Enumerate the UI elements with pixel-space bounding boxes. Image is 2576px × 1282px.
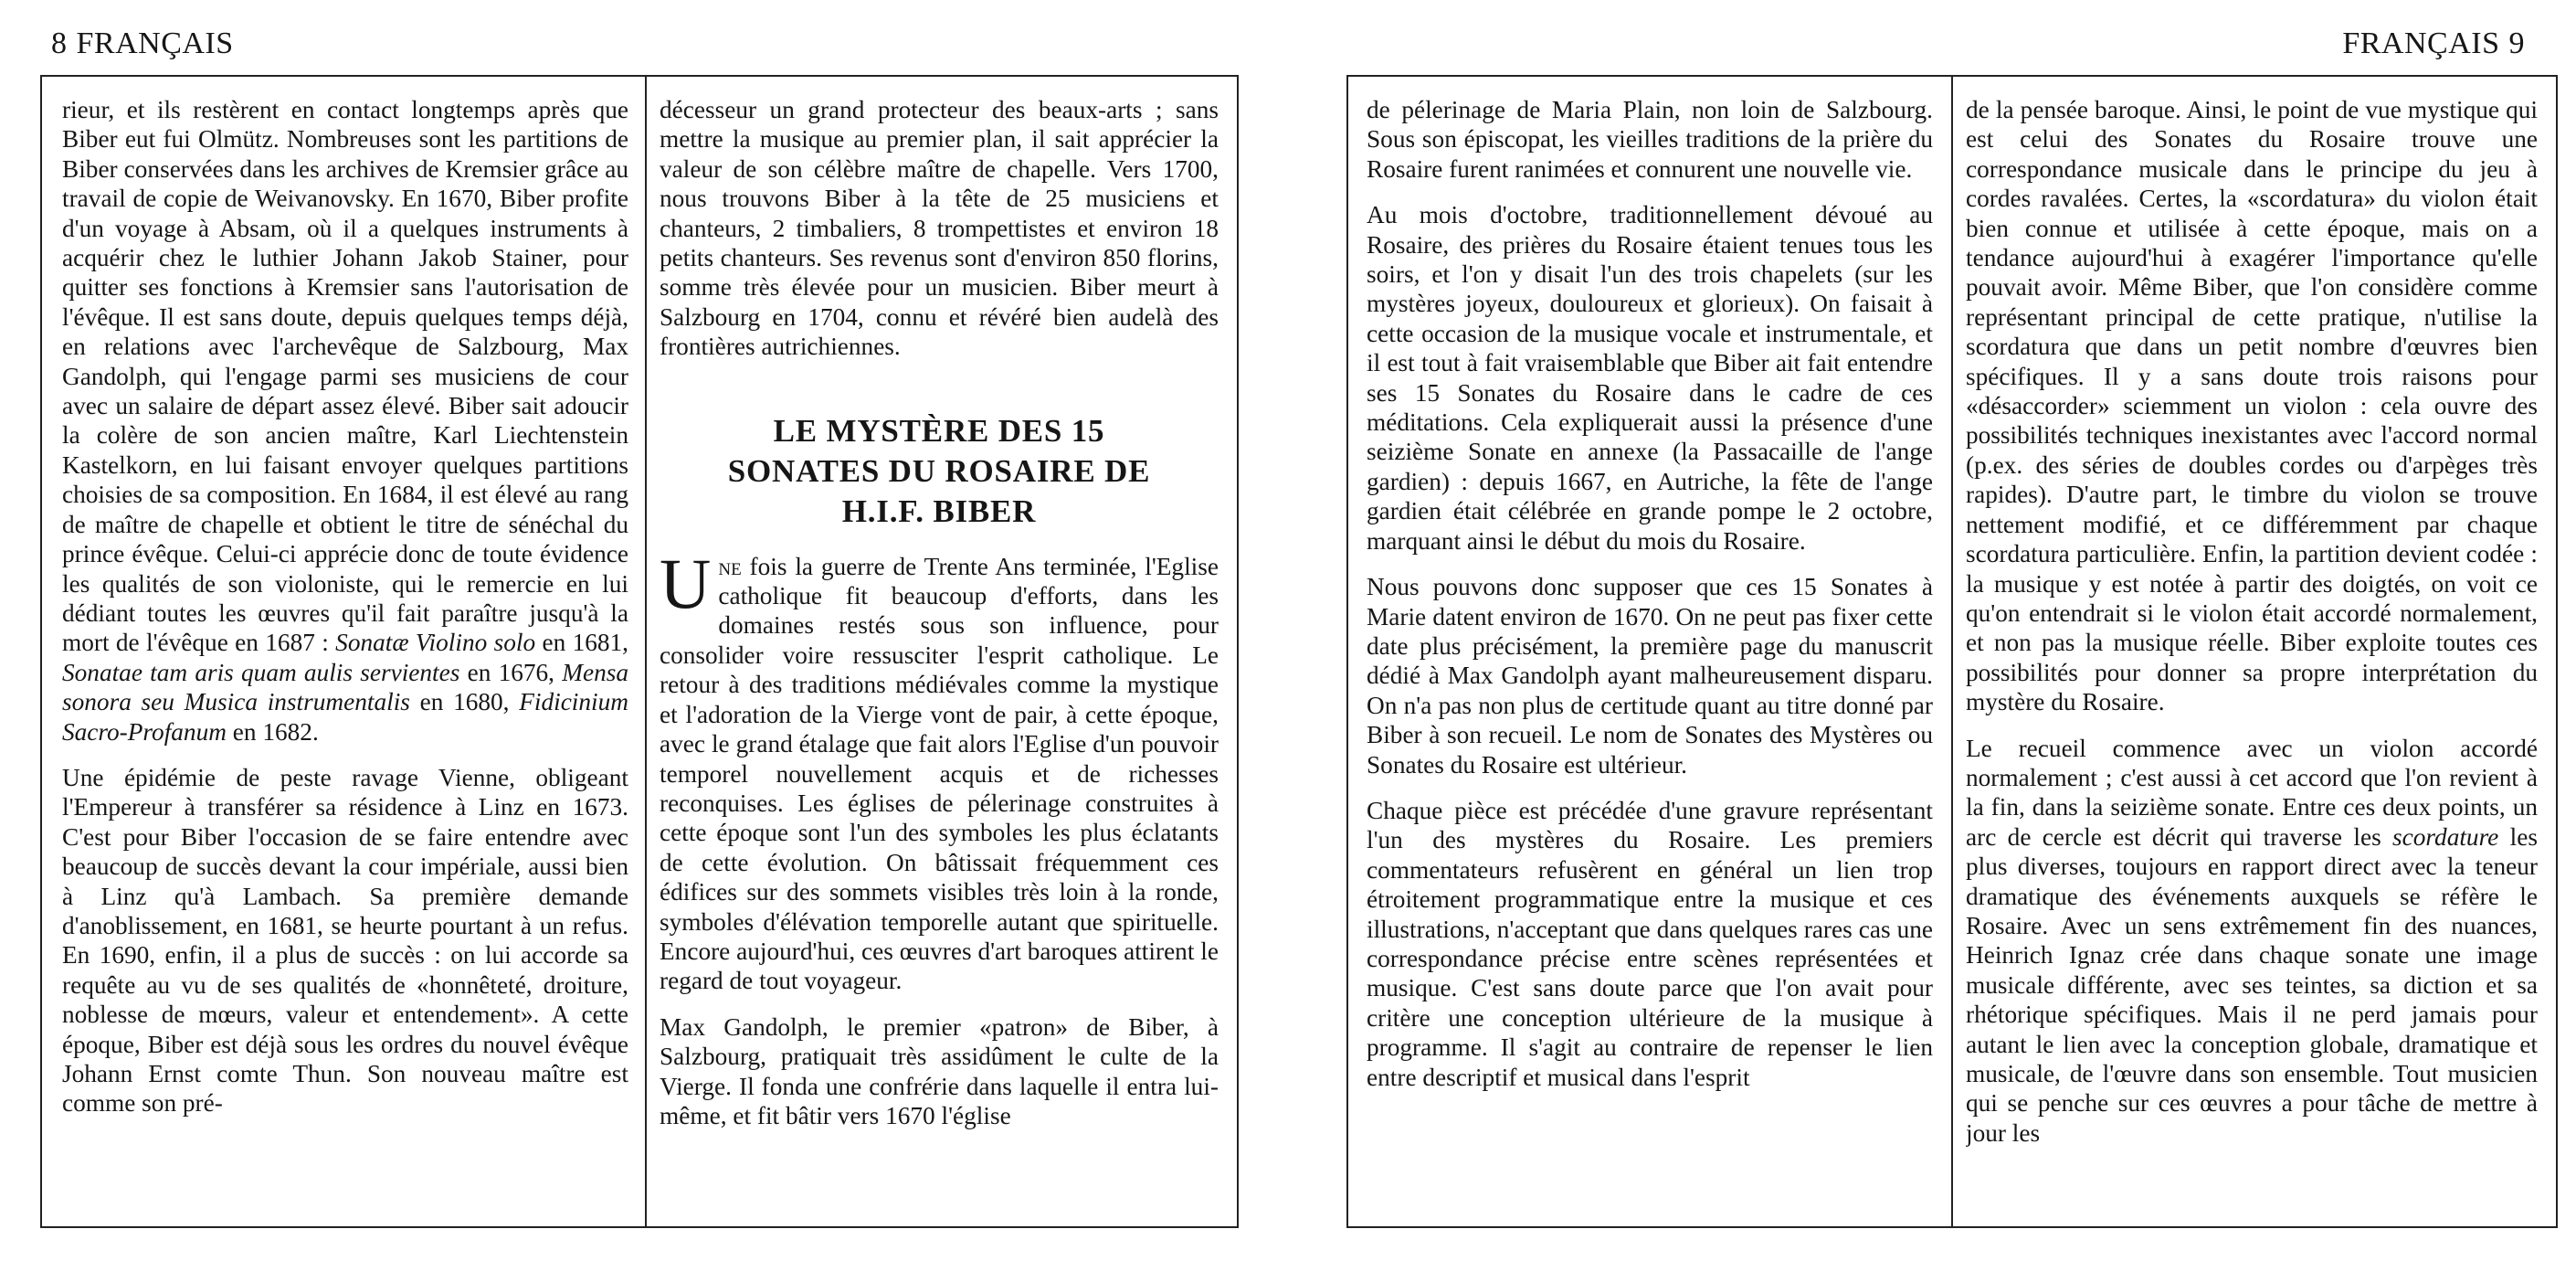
- drop-cap: U: [660, 543, 712, 623]
- left-column-1: [62, 95, 628, 1213]
- right-page-number: 9: [2508, 26, 2525, 60]
- right-page: [1288, 0, 2576, 1282]
- right-text-frame: [1346, 75, 2558, 1228]
- left-col2-paragraph-1: Une fois la guerre de Trente Ans terminée, l'Eglise catholique fit beaucoup d'efforts, dans les domaines restés sous son influence, pour consolider voire ressusciter l'esprit catholique. Le retour à des traditions médiévales comme la mystique et l'adoration de la Vierge vont de pair, à cette époque, avec le grand étalage que fait alors l'Eglise d'un pouvoir temporel nouvellement acquis et de richesses reconquises. Les églises de pélerinage construites à cette époque sont l'un des symboles les plus éclatants de cette évolution. On bâtissait fréquemment ces édifices sur des sommets visibles très loin à la ronde, symboles d'élévation temporelle autant que spirituelle. Encore aujourd'hui, ces œuvres d'art baroques attirent le regard de tout voyageur.: [660, 543, 1219, 995]
- work-title: Sonatæ Violino solo: [335, 629, 536, 657]
- left-col1-paragraph-1: rieur, et ils restèrent en contact longtemps après que Biber eut fui Olmütz. Nombreuses sont les partitions de Biber conservées dans les archives de Kremsier grâce au travail de copie de Weivanovsky. En 1670, Biber profite d'un voyage à Absam, où il a quelques instruments à acquérir chez le luthier Johann Jakob Stainer, pour quitter ses fonctions à Kremsier sans l'autorisation de l'évêque. Il est sans doute, depuis quelques temps déjà, en relations avec l'archevêque de Salzbourg, Max Gandolph, qui l'engage parmi ses musiciens de cour avec un salaire de départ assez élevé. Biber sait adoucir la colère de son ancien maître, Karl Liechtenstein Kastelkorn, en lui faisant envoyer quelques partitions choisies de sa composition. En 1684, il est élevé au rang de maître de chapelle et obtient le titre de sénéchal du prince évêque. Celui-ci apprécie donc de toute évidence les qualités de son violoniste, qui le remercie en lui dédiant toutes les œuvres qu'il fait paraître jusqu'à la mort de l'évêque en 1687 : Sonatæ Violino solo en 1681, Sonatae tam aris quam aulis servientes en 1676, Mensa sonora seu Musica instrumentalis en 1680, Fidicinium Sacro-Profanum en 1682.: [62, 96, 628, 746]
- left-column-2: [660, 95, 1219, 1213]
- work-title: Fidicinium Sacro-Profanum: [62, 688, 628, 746]
- left-text-frame: [40, 75, 1239, 1228]
- left-col2-intro: décesseur un grand protecteur des beaux-arts ; sans mettre la musique au premier plan, il sait apprécier la valeur de son célèbre maître de chapelle. Vers 1700, nous trouvons Biber à la tête de 25 musiciens et chanteurs, 2 timbaliers, 8 trompettistes et environ 18 petits chanteurs. Ses revenus sont d'environ 850 florins, somme très élevée pour un musicien. Biber meurt à Salzbourg en 1704, connu et révéré bien audelà des frontières autrichiennes.: [660, 96, 1219, 361]
- left-running-head: [42, 26, 234, 62]
- right-column-1: [1367, 95, 1933, 1213]
- right-col1-paragraph-2: Au mois d'octobre, traditionnellement dévoué au Rosaire, des prières du Rosaire étaient tenues tous les soirs, et l'on y disait l'un des trois chapelets (sur les mystères joyeux, douloureux et glorieux). On faisait à cette occasion de la musique vocale et instrumentale, et il est tout à fait vraisemblable que Biber ait fait entendre ses 15 Sonates du Rosaire dans le cadre de ces méditations. Cela expliquerait aussi la présence d'une seizième Sonate en annexe (la Passacaille de l'ange gardien) : depuis 1667, en Autriche, la fête de l'ange gardien était célébrée en grande pompe le 2 octobre, marquant ainsi le début du mois du Rosaire.: [1367, 201, 1933, 555]
- right-col2-paragraph-2: Le recueil commence avec un violon accordé normalement ; c'est aussi à cet accord que l'on revient à la fin, dans la seizième sonate. Entre ces deux points, un arc de cercle est décrit qui traverse les scordature les plus diverses, toujours en rapport direct avec la teneur dramatique des événements auxquels se réfère le Rosaire. Avec un sens extrêmement fin des nuances, Heinrich Ignaz crée dans chaque sonate une image musicale différente, avec ses teintes, sa diction et sa rhétorique spécifiques. Mais il ne perd jamais pour autant le lien avec la conception globale, dramatique et musicale, de l'œuvre dans son ensemble. Tout musicien qui se penche sur ces œuvres a pour tâche de mettre à jour les: [1966, 734, 2538, 1147]
- left-page-number: 8: [51, 26, 68, 60]
- left-running-head-label: FRANÇAIS: [76, 26, 234, 60]
- right-running-head-label: FRANÇAIS: [2342, 26, 2500, 60]
- right-col2-paragraph-1: de la pensée baroque. Ainsi, le point de vue mystique qui est celui des Sonates du Rosaire trouve une correspondance musicale dans le principe du jeu à cordes ravalées. Certes, la «scordatura» du violon était bien connue et utilisée à cette époque, mais on a tendance aujourd'hui à exagérer l'importance qu'elle pouvait avoir. Même Biber, que l'on considère comme représentant principal de cette pratique, n'utilise la scordatura que dans un petit nombre d'œuvres bien spécifiques. Il y a sans doute trois raisons pour «désaccorder» sciemment un violon : cela ouvre des possibilités techniques inexistantes avec l'accord normal (p.ex. des séries de doubles cordes ou d'arpèges très rapides). D'autre part, le timbre du violon se trouve nettement modifié, et ce différemment par chaque scordatura particulière. Enfin, la partition devient codée : la musique y est notée à partir des doigtés, on voit ce qu'on entendrait si le violon était accordé normalement, et non pas la musique réelle. Biber exploite toutes ces possibilités pour donner sa propre interprétation du mystère du Rosaire.: [1966, 96, 2538, 716]
- work-title: Sonatae tam aris quam aulis servientes: [62, 658, 460, 686]
- column-divider: [1951, 77, 1953, 1226]
- right-col1-paragraph-1: de pélerinage de Maria Plain, non loin de Salzbourg. Sous son épiscopat, les vieilles traditions de la prière du Rosaire furent ranimées et connurent une nouvelle vie.: [1367, 96, 1933, 183]
- column-divider: [645, 77, 647, 1226]
- left-col2-paragraph-2: Max Gandolph, le premier «patron» de Biber, à Salzbourg, pratiquait très assidûment le culte de la Vierge. Il fonda une confrérie dans laquelle il entra lui-même, et fit bâtir vers 1670 l'église: [660, 1012, 1219, 1129]
- right-running-head: [2342, 26, 2534, 62]
- left-col1-paragraph-2: Une épidémie de peste ravage Vienne, obligeant l'Empereur à transférer sa résidence à Linz en 1673. C'est pour Biber l'occasion de se faire entendre avec beaucoup de succès devant la cour impériale, aussi bien à Linz qu'à Lambach. Sa première demande d'anoblissement, en 1681, se heurte pourtant à un refus. En 1690, enfin, il a plus de succès : on lui accorde sa requête au vu de ses qualités de «honnêteté, droiture, noblesse de mœurs, valeur et entendement». A cette époque, Biber est déjà sous les ordres du nouvel évêque Johann Ernst comte Thun. Son nouveau maître est comme son pré-: [62, 763, 628, 1118]
- right-col1-paragraph-3: Nous pouvons donc supposer que ces 15 Sonates à Marie datent environ de 1670. On ne peut pas fixer cette date plus précisément, la première page du manuscrit dédié à Max Gandolph ayant malheureusement disparu. On n'a pas non plus de certitude quant au titre donné par Biber à son recueil. Le nom de Sonates des Mystères ou Sonates du Rosaire est ultérieur.: [1367, 573, 1933, 779]
- right-col1-paragraph-4: Chaque pièce est précédée d'une gravure représentant l'un des mystères du Rosaire. Les premiers commentateurs refusèrent en général un lien trop étroitement programmatique entre la musique et ces illustrations, n'acceptant que dans quelques rares cas une correspondance précise entre scènes représentées et musique. C'est sans doute parce que l'on avait pour critère une conception ultérieure de la musique à programme. Il s'agit au contraire de repenser le lien entre descriptif et musical dans l'esprit: [1367, 796, 1933, 1091]
- work-title: Mensa sonora seu Musica instrumentalis: [62, 658, 628, 716]
- right-column-2: [1966, 95, 2538, 1213]
- section-title: LE MYSTÈRE DES 15 SONATES DU ROSAIRE DE H.I.F. BIBER: [727, 412, 1151, 529]
